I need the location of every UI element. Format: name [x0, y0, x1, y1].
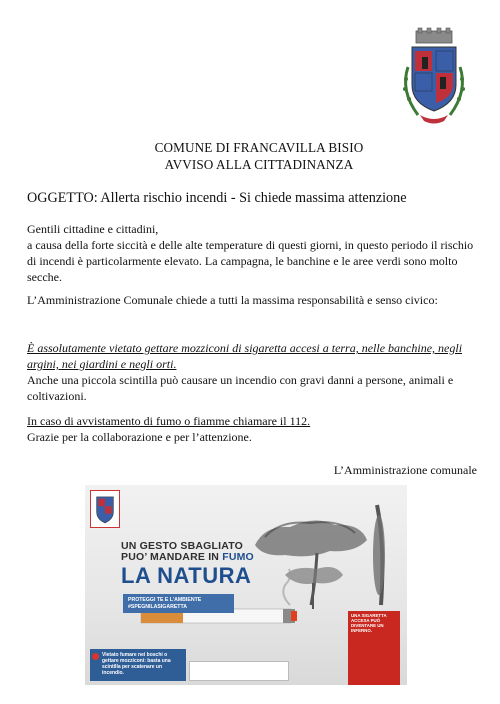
no-smoking-icon [92, 653, 99, 660]
poster-tag [123, 594, 234, 613]
thanks-line: Grazie per la collaborazione e per l’attenzione. [27, 430, 252, 444]
poster-red-text: UNA SIGARETTA ACCESA PUÒ DIVENTARE UN INFERNO. [351, 613, 387, 633]
poster-title-line2 [121, 552, 254, 563]
poster-hashtag: #SPEGNILASIGARETTA [128, 603, 187, 610]
responsibility-paragraph: L’Amministrazione Comunale chiede a tutti la massima responsabilità e senso civico: [27, 293, 438, 307]
poster-title [121, 541, 254, 587]
campaign-poster [85, 485, 407, 685]
drought-explanation: a causa della forte siccità e delle alte temperature di questi giorni, in questo periodo il rischio di incendi è particolarmente elevato. La campagna, le banchine e le aree verdi sono molto secche. [27, 238, 474, 284]
greeting-paragraph [27, 221, 477, 285]
notice-title: AVVISO ALLA CITTADINANZA [164, 157, 354, 172]
poster-title-line2-b: FUMO [222, 551, 254, 563]
signature: L’Amministrazione comunale [333, 463, 477, 477]
spark-warning: Anche una piccola scintilla può causare un incendio con gravi danni a persone, animali e coltivazioni. [27, 373, 454, 403]
subject-line: OGGETTO: Allerta rischio incendi - Si chiede massima attenzione [27, 190, 407, 206]
greeting: Gentili cittadine e cittadini, [27, 222, 159, 236]
municipality-name: COMUNE DI FRANCAVILLA BISIO [154, 140, 364, 155]
poster-blank-box [189, 661, 289, 681]
prohibition-statement: È assolutamente vietato gettare mozziconi di sigaretta accesi a terra, nelle banchine, negli argini, nei giardini e negli orti. [27, 341, 463, 371]
poster-crest [90, 490, 120, 528]
poster-title-line3: LA NATURA [121, 563, 252, 588]
poster-tag-line1: PROTEGGI TE E L’AMBIENTE [128, 597, 202, 603]
poster-title-line1: UN GESTO SBAGLIATO [121, 540, 244, 552]
emergency-number-line: In caso di avvistamento di fumo o fiamme chiamare il 112. [27, 414, 311, 428]
emergency-paragraph [27, 413, 477, 445]
municipal-crest [398, 27, 470, 127]
poster-warning [90, 649, 186, 681]
prohibition-paragraph [27, 340, 477, 404]
poster-title-line2-a: PUO’ MANDARE IN [121, 551, 223, 563]
poster-warning-text: Vietato fumare nei boschi o gettare mozziconi: basta una scintilla per scatenare un incendio. [102, 652, 171, 676]
document-header [0, 139, 500, 173]
